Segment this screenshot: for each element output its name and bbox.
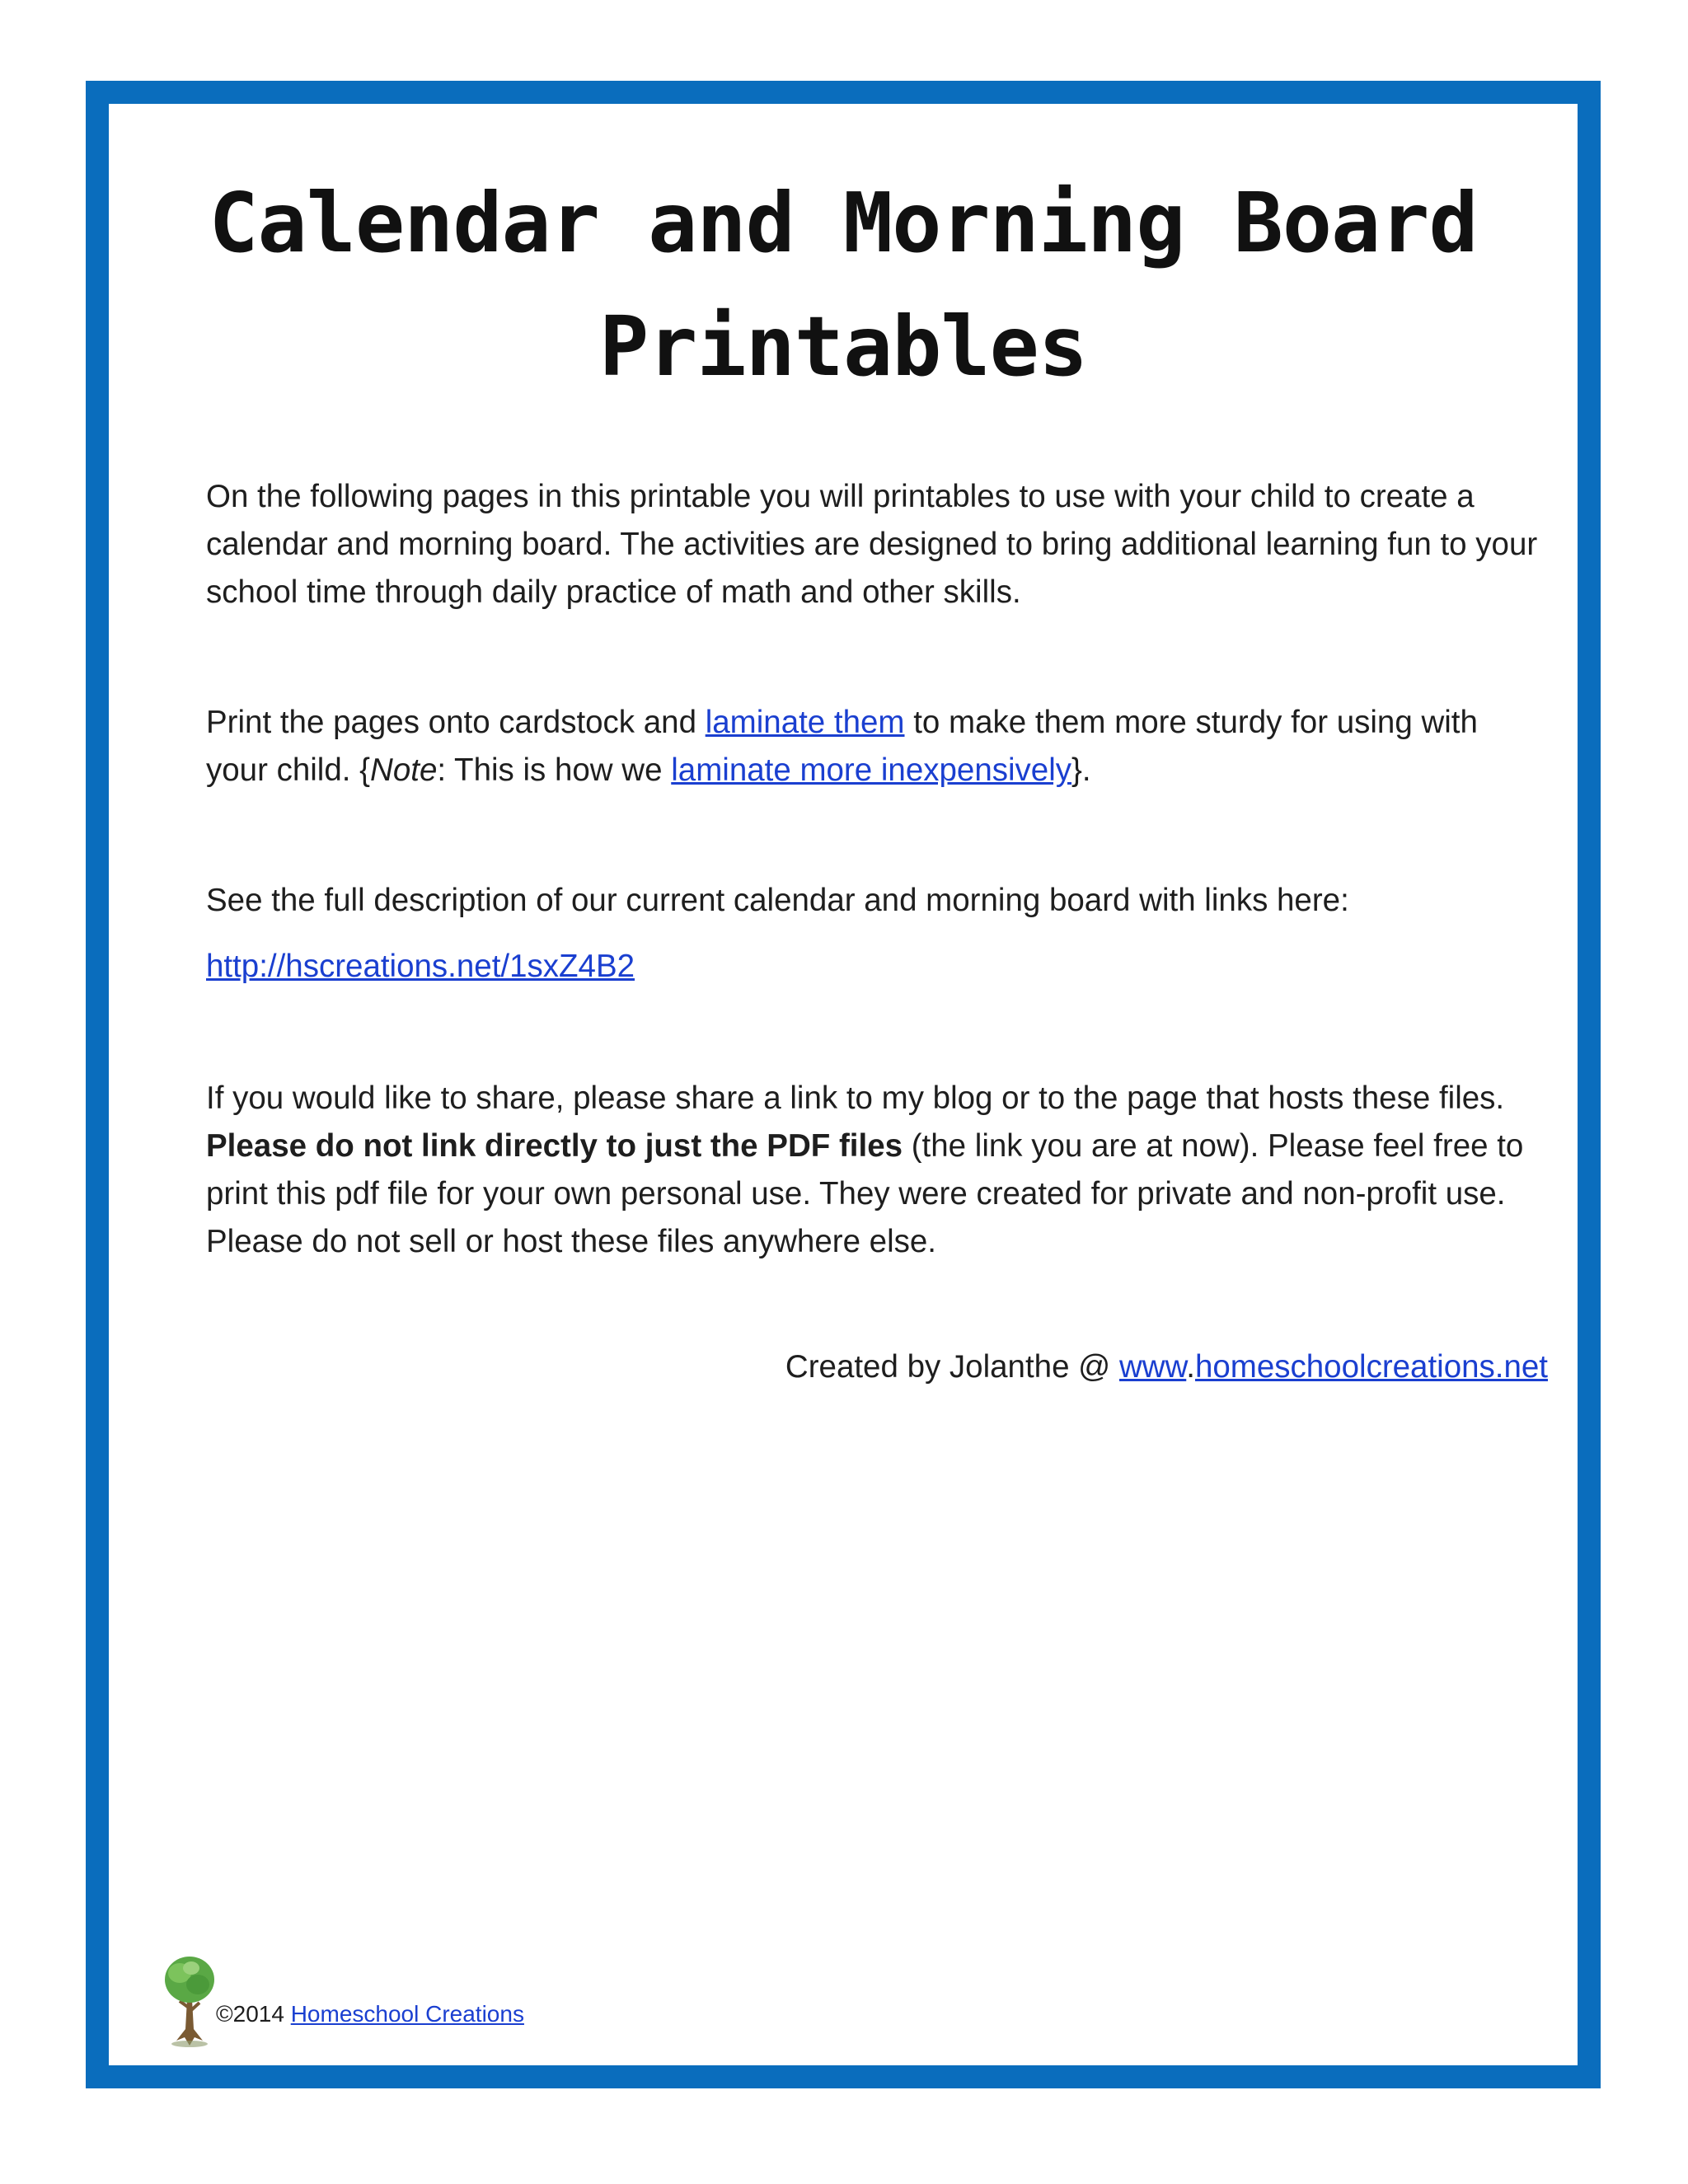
share-text-end: (the link you are at now). Please feel free to print this pdf file for your own personal use. They were created for private and non-profit use. Please do not sell or host these files anywhere else. bbox=[206, 1128, 1524, 1259]
print-text-start: Print the pages onto cardstock and bbox=[206, 705, 706, 740]
copyright-line bbox=[216, 1999, 524, 2029]
title-line-1: Calendar and Morning Board bbox=[209, 175, 1478, 271]
laminate-them-link[interactable]: laminate them bbox=[705, 705, 905, 740]
copyright-text: ©2014 bbox=[216, 2001, 291, 2027]
print-text-end: }. bbox=[1071, 752, 1091, 788]
tree-logo-icon bbox=[160, 1950, 219, 2049]
title-line-2: Printables bbox=[598, 298, 1088, 395]
page-border bbox=[86, 81, 1601, 2088]
laminate-inexpensively-link[interactable]: laminate more inexpensively bbox=[671, 752, 1071, 788]
footer bbox=[160, 1950, 654, 2049]
share-paragraph bbox=[206, 1075, 1548, 1266]
share-warning: Please do not link directly to just the PDF files bbox=[206, 1128, 903, 1164]
credit-domain-link[interactable]: homeschoolcreations.net bbox=[1194, 1349, 1548, 1385]
print-paragraph bbox=[206, 699, 1548, 794]
homeschool-creations-link[interactable]: Homeschool Creations bbox=[290, 2001, 524, 2027]
description-url-paragraph bbox=[206, 943, 1548, 991]
credit-www-link[interactable]: www bbox=[1118, 1349, 1187, 1385]
page-title bbox=[109, 162, 1578, 409]
description-text: See the full description of our current calendar and morning board with links here: bbox=[206, 883, 1349, 918]
print-text-middle: to make them more sturdy for using with your child. { bbox=[206, 705, 1478, 788]
credit-line bbox=[206, 1343, 1548, 1391]
note-label: Note bbox=[370, 752, 438, 788]
description-paragraph bbox=[206, 877, 1548, 925]
print-text bbox=[206, 699, 1548, 794]
note-text: : This is how we bbox=[437, 752, 672, 788]
share-text-start: If you would like to share, please share a link to my blog or to the page that hosts these files. bbox=[206, 1080, 1505, 1116]
description-url-link[interactable]: http://hscreations.net/1sxZ4B2 bbox=[206, 949, 635, 984]
intro-paragraph bbox=[206, 473, 1548, 616]
credit-dot: . bbox=[1186, 1349, 1195, 1385]
credit-text: Created by Jolanthe @ bbox=[785, 1349, 1119, 1385]
intro-text: On the following pages in this printable you will printables to use with your child to create a calendar and morning board. The activities are designed to bring additional learning fun to your school time through daily practice of math and other skills. bbox=[206, 479, 1538, 610]
share-text bbox=[206, 1075, 1548, 1266]
